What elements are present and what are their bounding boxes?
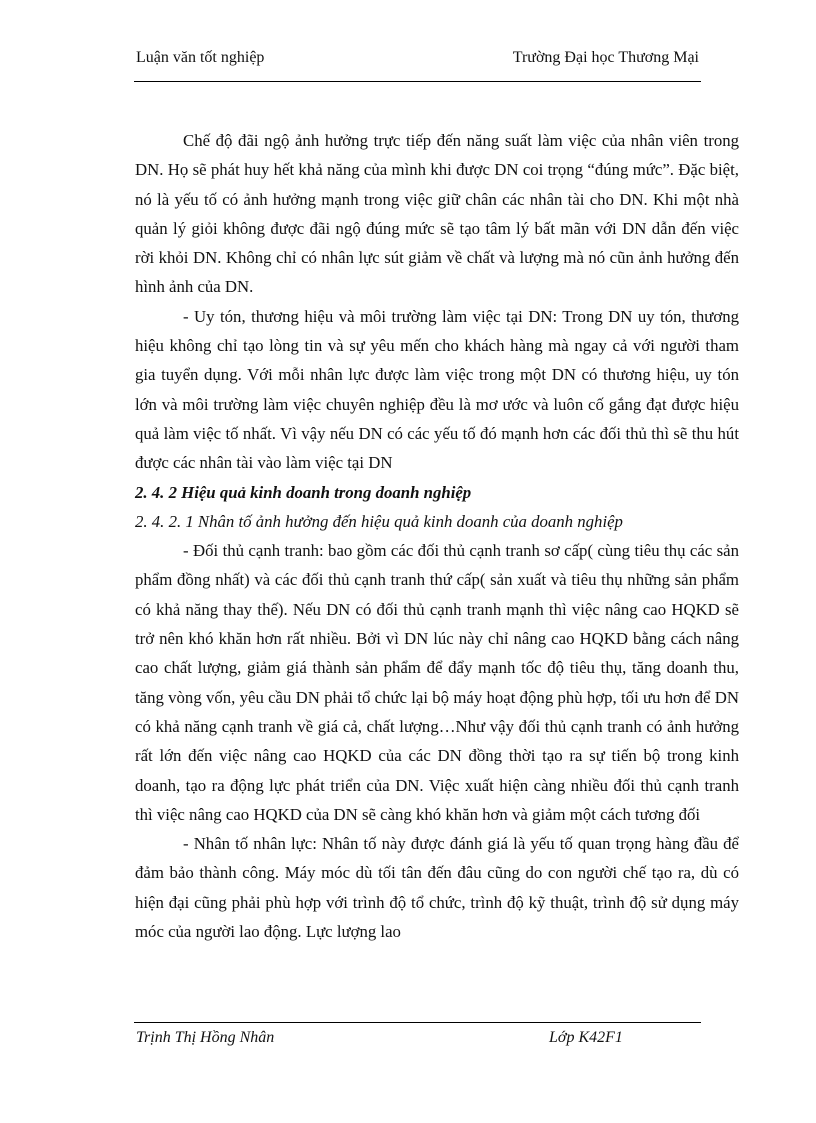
paragraph: Chế độ đãi ngộ ảnh hưởng trực tiếp đến năng suất làm việc của nhân viên trong DN. Họ sẽ phát huy hết khả năng của mình khi được DN coi trọng “đúng mức”. Đặc biệt, nó là yếu tố có ảnh hưởng mạnh trong việc giữ chân các nhân tài cho DN. Khi một nhà quản lý giỏi không được đãi ngộ đúng mức sẽ tạo tâm lý bất mãn với DN dẫn đến việc rời khỏi DN. Không chỉ có nhân lực sút giảm về chất và lượng mà nó cũn ảnh hưởng đến hình ảnh của DN. (135, 131, 739, 297)
paragraph: - Nhân tố nhân lực: Nhân tố này được đánh giá là yếu tố quan trọng hàng đầu để đảm bảo thành công. Máy móc dù tối tân đến đâu cũng do con người chế tạo ra, dù có hiện đại cũng phải phù hợp với trình độ tổ chức, trình độ kỹ thuật, trình độ sử dụng máy móc của người lao động. Lực lượng lao (135, 834, 739, 942)
header-divider (134, 81, 701, 82)
paragraph: - Uy tón, thương hiệu và môi trường làm việc tại DN: Trong DN uy tón, thương hiệu không chỉ tạo lòng tin và sự yêu mến cho khách hàng mà ngay cả với người tham gia tuyển dụng. Với mỗi nhân lực được làm việc trong một DN có thương hiệu, uy tón lớn và môi trường làm việc chuyên nghiệp đều là mơ ước và luôn cố gắng đạt được hiệu quả làm việc tố nhất. Vì vậy nếu DN có các yếu tố đó mạnh hơn các đối thủ thì sẽ thu hút được các nhân tài vào làm việc tại DN (135, 306, 739, 473)
page-header (136, 49, 700, 71)
subsection-heading: 2. 4. 2. 1 Nhân tố ảnh hưởng đến hiệu quả kinh doanh của doanh nghiệp (135, 511, 623, 531)
page-footer (136, 1029, 700, 1051)
header-thesis-label: Luận văn tốt nghiệp (136, 49, 265, 66)
footer-author-name: Trịnh Thị Hồng Nhân (136, 1029, 275, 1046)
header-university-name: Trường Đại học Thương Mại (512, 49, 699, 66)
section-heading: 2. 4. 2 Hiệu quả kinh doanh trong doanh nghiệp (135, 482, 472, 502)
footer-class-label: Lớp K42F1 (549, 1029, 623, 1046)
document-body (135, 126, 739, 946)
footer-divider (134, 1022, 701, 1023)
paragraph: - Đối thủ cạnh tranh: bao gồm các đối thủ cạnh tranh sơ cấp( cùng tiêu thụ các sản phẩm đồng nhất) và các đối thủ cạnh tranh thứ cấp( sản xuất và tiêu thụ những sản phẩm có khả năng thay thế). Nếu DN có đối thủ cạnh tranh mạnh thì việc nâng cao HQKD sẽ trở nên khó khăn hơn rất nhiều. Bởi vì DN lúc này chỉ nâng cao HQKD bằng cách nâng cao chất lượng, giảm giá thành sản phẩm để đẩy mạnh tốc độ tiêu thụ, tăng doanh thu, tăng vòng vốn, yêu cầu DN phải tổ chức lại bộ máy hoạt động phù hợp, tối ưu hơn để DN có khả năng cạnh tranh về giá cả, chất lượng…Như vậy đối thủ cạnh tranh có ảnh hưởng rất lớn đến việc nâng cao HQKD của các DN đồng thời tạo ra sự tiến bộ trong kinh doanh, tạo ra động lực phát triển của DN. Việc xuất hiện càng nhiều đối thủ cạnh tranh thì việc nâng cao HQKD của DN sẽ càng khó khăn hơn và giảm một cách tương đối (135, 541, 739, 824)
